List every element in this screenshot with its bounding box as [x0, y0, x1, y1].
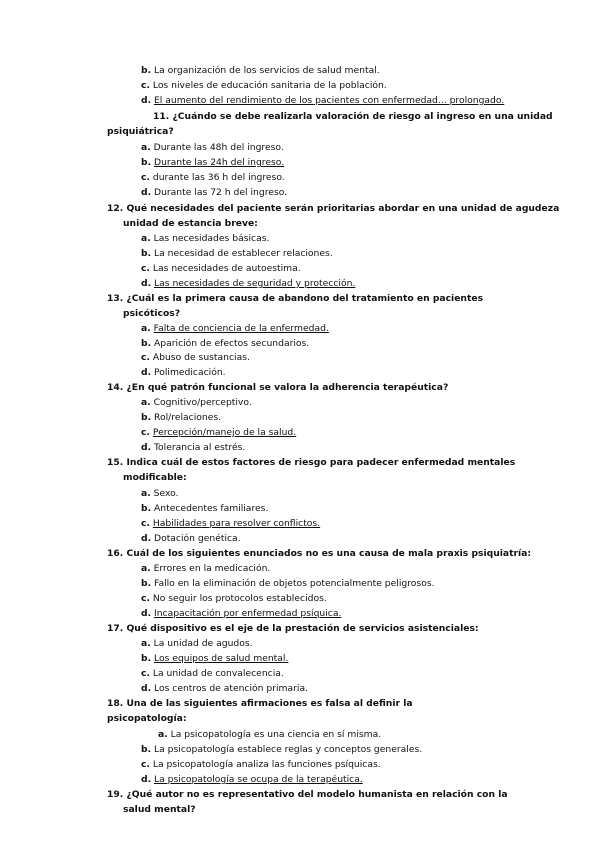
answer-option — [141, 593, 327, 605]
option-text: Cognitivo/perceptivo. — [153, 397, 252, 408]
answer-option — [141, 172, 285, 184]
answer-option — [141, 352, 250, 364]
option-text: Las necesidades básicas. — [153, 233, 270, 244]
option-letter: b. — [141, 503, 152, 514]
option-text: Las necesidades de seguridad y protección. — [154, 278, 356, 289]
question-11-continuation: psiquiátrica? — [107, 126, 174, 137]
option-letter: d. — [141, 367, 152, 378]
option-text: Durante las 24h del ingreso. — [154, 157, 285, 168]
question-18-continuation: psicopatología: — [107, 713, 187, 724]
question-11: 11. ¿Cuándo se debe realizarla valoración de riesgo al ingreso en una unidad — [153, 111, 553, 122]
option-letter: c. — [141, 172, 150, 183]
option-text: Fallo en la eliminación de objetos potencialmente peligrosos. — [154, 578, 435, 589]
answer-option — [141, 683, 308, 695]
option-text: durante las 36 h del ingreso. — [152, 172, 285, 183]
option-letter: b. — [141, 744, 152, 755]
question-12-continuation: unidad de estancia breve: — [123, 218, 258, 229]
answer-option-correct — [141, 157, 284, 169]
option-text: Durante las 48h del ingreso. — [153, 142, 284, 153]
option-letter: c. — [141, 80, 150, 91]
answer-option — [141, 248, 333, 260]
option-text: Aparición de efectos secundarios. — [154, 338, 310, 349]
option-text: Durante las 72 h del ingreso. — [154, 187, 288, 198]
answer-option — [141, 187, 287, 199]
option-text: No seguir los protocolos establecidos. — [152, 593, 327, 604]
option-letter: a. — [141, 397, 151, 408]
option-letter: c. — [141, 668, 150, 679]
option-letter: a. — [141, 488, 151, 499]
answer-option — [141, 578, 435, 590]
option-text: Falta de conciencia de la enfermedad. — [153, 323, 329, 334]
option-letter: a. — [141, 233, 151, 244]
option-letter: a. — [141, 323, 151, 334]
answer-option — [141, 503, 268, 515]
option-text: Rol/relaciones. — [154, 412, 222, 423]
option-letter: d. — [141, 533, 152, 544]
option-letter: b. — [141, 578, 152, 589]
answer-option-correct — [141, 95, 504, 107]
answer-option — [141, 142, 284, 154]
answer-option — [141, 338, 309, 350]
option-letter: d. — [141, 683, 152, 694]
answer-option — [141, 80, 387, 92]
option-letter: b. — [141, 157, 152, 168]
option-letter: c. — [141, 352, 150, 363]
answer-option — [141, 488, 178, 500]
answer-option — [141, 744, 422, 756]
question-13: 13. ¿Cuál es la primera causa de abandono del tratamiento en pacientes — [107, 293, 484, 304]
option-letter: b. — [141, 412, 152, 423]
question-15: 15. Indica cuál de estos factores de riesgo para padecer enfermedad mentales — [107, 457, 516, 468]
option-text: La organización de los servicios de salud mental. — [154, 65, 380, 76]
option-letter: d. — [141, 774, 152, 785]
option-text: Errores en la medicación. — [153, 563, 271, 574]
answer-option-correct — [141, 518, 320, 530]
option-text: La psicopatología analiza las funciones psíquicas. — [152, 759, 381, 770]
option-text: Polimedicación. — [154, 367, 226, 378]
option-letter: d. — [141, 95, 152, 106]
option-letter: a. — [141, 638, 151, 649]
option-text: Habilidades para resolver conflictos. — [152, 518, 321, 529]
answer-option-correct — [141, 653, 288, 665]
option-letter: a. — [158, 729, 168, 740]
question-19: 19. ¿Qué autor no es representativo del modelo humanista en relación con la — [107, 789, 508, 800]
option-letter: d. — [141, 442, 152, 453]
option-text: El aumento del rendimiento de los pacientes con enfermedad... prolongado. — [154, 95, 505, 106]
option-text: La psicopatología es una ciencia en sí misma. — [170, 729, 382, 740]
option-letter: b. — [141, 248, 152, 259]
answer-option — [141, 759, 381, 771]
option-text: La psicopatología se ocupa de la terapéutica. — [154, 774, 363, 785]
answer-option — [141, 263, 301, 275]
answer-option-correct — [141, 774, 363, 786]
option-text: Percepción/manejo de la salud. — [152, 427, 297, 438]
question-16: 16. Cuál de los siguientes enunciados no es una causa de mala praxis psiquiatría: — [107, 548, 532, 559]
answer-option-correct — [141, 278, 355, 290]
answer-option — [158, 729, 381, 741]
option-text: La unidad de agudos. — [153, 638, 253, 649]
answer-option-correct — [141, 427, 296, 439]
option-text: Sexo. — [153, 488, 179, 499]
option-text: Tolerancia al estrés. — [154, 442, 246, 453]
answer-option-correct — [141, 323, 329, 335]
answer-option — [141, 412, 221, 424]
answer-option-correct — [141, 608, 341, 620]
option-letter: b. — [141, 65, 152, 76]
option-letter: c. — [141, 759, 150, 770]
option-text: Dotación genética. — [154, 533, 241, 544]
option-text: Los centros de atención primaria. — [154, 683, 309, 694]
answer-option — [141, 533, 241, 545]
option-text: Incapacitación por enfermedad psíquica. — [154, 608, 342, 619]
option-text: La psicopatología establece reglas y conceptos generales. — [154, 744, 423, 755]
option-letter: c. — [141, 593, 150, 604]
option-text: La necesidad de establecer relaciones. — [154, 248, 333, 259]
question-15-continuation: modificable: — [123, 472, 187, 483]
answer-option — [141, 563, 270, 575]
question-18: 18. Una de las siguientes afirmaciones es falsa al definir la — [107, 698, 413, 709]
option-text: Los equipos de salud mental. — [154, 653, 289, 664]
answer-option — [141, 367, 226, 379]
option-letter: b. — [141, 338, 152, 349]
option-letter: b. — [141, 653, 152, 664]
option-letter: a. — [141, 563, 151, 574]
answer-option — [141, 442, 245, 454]
option-letter: a. — [141, 142, 151, 153]
option-text: Las necesidades de autoestima. — [152, 263, 301, 274]
answer-option — [141, 233, 269, 245]
option-letter: d. — [141, 608, 152, 619]
answer-option — [141, 397, 252, 409]
option-letter: c. — [141, 427, 150, 438]
answer-option — [141, 65, 380, 77]
option-letter: d. — [141, 278, 152, 289]
question-13-continuation: psicóticos? — [123, 308, 181, 319]
answer-option — [141, 638, 253, 650]
answer-option — [141, 668, 284, 680]
option-letter: d. — [141, 187, 152, 198]
option-text: Abuso de sustancias. — [152, 352, 250, 363]
question-12: 12. Qué necesidades del paciente serán prioritarias abordar en una unidad de agudeza — [107, 203, 560, 214]
question-14: 14. ¿En qué patrón funcional se valora la adherencia terapéutica? — [107, 382, 449, 393]
option-text: La unidad de convalecencia. — [152, 668, 284, 679]
option-text: Antecedentes familiares. — [154, 503, 269, 514]
option-letter: c. — [141, 263, 150, 274]
option-text: Los niveles de educación sanitaria de la población. — [152, 80, 387, 91]
option-letter: c. — [141, 518, 150, 529]
question-19-continuation: salud mental? — [123, 804, 196, 815]
question-17: 17. Qué dispositivo es el eje de la prestación de servicios asistenciales: — [107, 623, 479, 634]
